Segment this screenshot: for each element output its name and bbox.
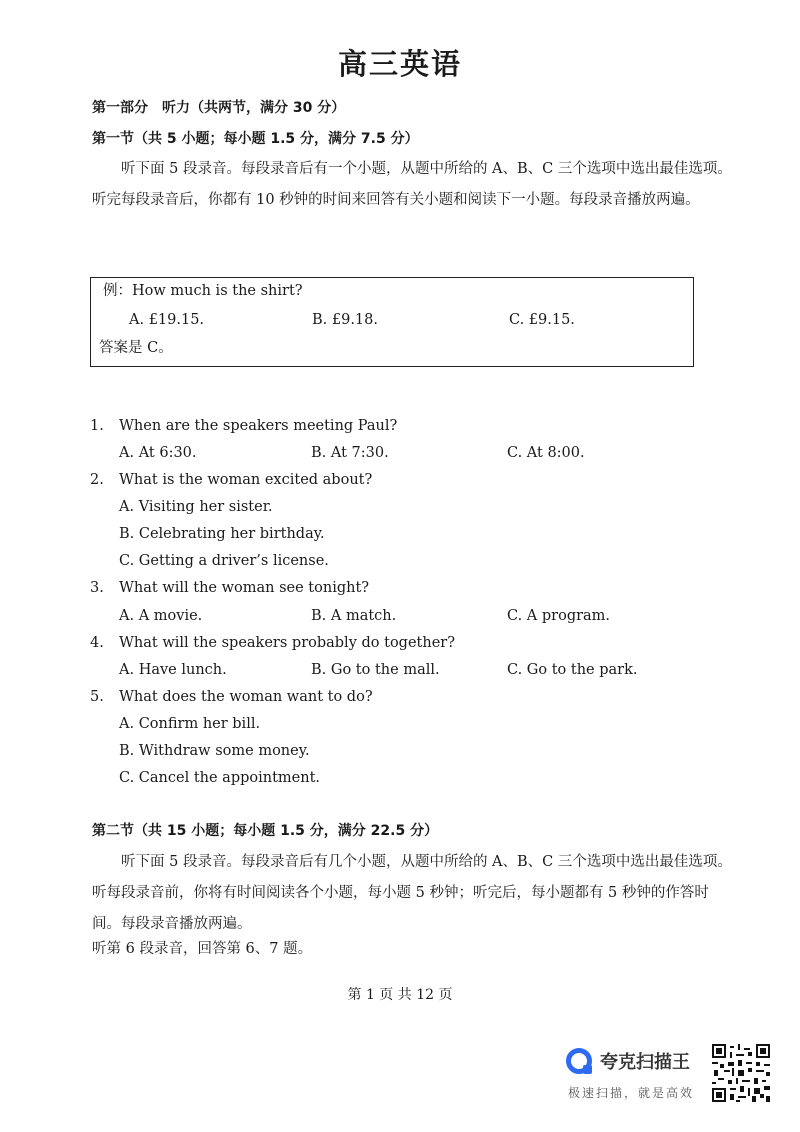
option-c: C. Cancel the appointment. [119,770,321,786]
option-c: C. Go to the park. [507,662,638,678]
question-text: What will the woman see tonight? [119,580,370,596]
section2-subheading: 听第 6 段录音，回答第 6、7 题。 [92,941,313,957]
option-a: A. Confirm her bill. [119,716,261,732]
question-number: 5. [90,689,104,705]
example-question: 例：How much is the shirt? [103,283,303,299]
option-a: A. Visiting her sister. [119,499,273,515]
example-box [90,277,694,367]
question-text: When are the speakers meeting Paul? [119,418,398,434]
qr-code-icon [712,1044,770,1102]
brand-name: 夸克扫描王 [600,1052,690,1073]
option-b: B. A match. [311,608,397,624]
option-a: A. Have lunch. [119,662,227,678]
option-a: A. At 6:30. [119,445,197,461]
section1-heading: 第一节（共 5 小题；每小题 1.5 分，满分 7.5 分） [92,131,419,147]
question-number: 2. [90,472,104,488]
page-title: 高三英语 [337,47,462,81]
section2-instructions: 听下面 5 段录音。每段录音后有几个小题，从题中所给的 A、B、C 三个选项中选出最佳选项。听每段录音前，你将有时间阅读各个小题，每小题 5 秒钟；听完后，每小题都有 5 秒钟的作答时间。每段录音播放两遍。 [92,854,732,932]
option-a: A. A movie. [119,608,203,624]
brand-slogan: 极速扫描，就是高效 [568,1086,695,1100]
section1-instructions: 听下面 5 段录音。每段录音后有一个小题，从题中所给的 A、B、C 三个选项中选出最佳选项。听完每段录音后，你都有 10 秒钟的时间来回答有关小题和阅读下一小题。每段录音播放两遍。 [92,161,732,208]
option-b: B. At 7:30. [311,445,389,461]
option-b: B. Withdraw some money. [119,743,310,759]
option-c: C. At 8:00. [507,445,585,461]
section2-heading: 第二节（共 15 小题；每小题 1.5 分，满分 22.5 分） [92,823,439,839]
example-option-c: C. £9.15. [509,312,575,328]
scanner-watermark [566,1046,706,1106]
question-number: 4. [90,635,104,651]
option-b: B. Go to the mall. [311,662,440,678]
question-text: What does the woman want to do? [119,689,373,705]
question-number: 1. [90,418,104,434]
question-number: 3. [90,580,104,596]
part1-heading: 第一部分 听力（共两节，满分 30 分） [92,100,346,116]
quark-scan-logo-icon [566,1048,592,1074]
example-option-a: A. £19.15. [129,312,205,328]
option-b: B. Celebrating her birthday. [119,526,325,542]
question-text: What will the speakers probably do together? [119,635,455,651]
option-c: C. A program. [507,608,611,624]
example-option-b: B. £9.18. [312,312,378,328]
option-c: C. Getting a driver’s license. [119,553,329,569]
question-text: What is the woman excited about? [119,472,373,488]
example-answer: 答案是 C。 [99,340,173,356]
page-footer: 第 1 页 共 12 页 [347,987,453,1003]
